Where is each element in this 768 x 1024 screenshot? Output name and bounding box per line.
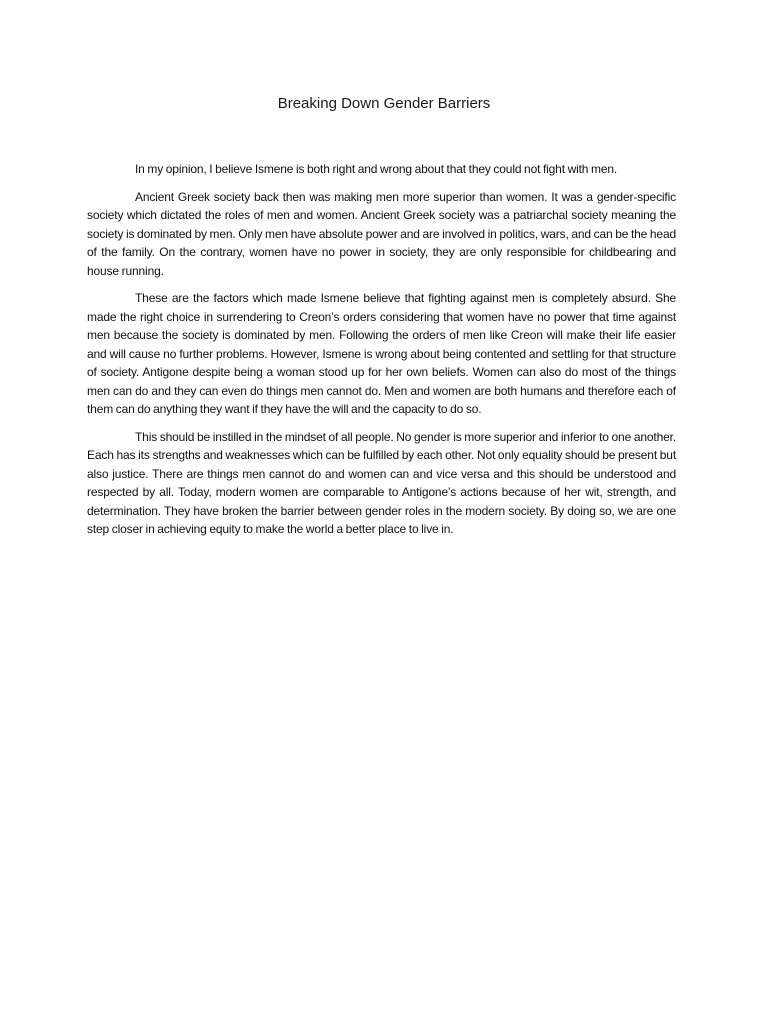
paragraph-1: In my opinion, I believe Ismene is both right and wrong about that they could not fight with men. [135,162,618,176]
document-body [87,160,676,548]
paragraph-3: These are the factors which made Ismene believe that fighting against men is completely absurd. She made the right choice in surrendering to Creon’s orders considering that women have no power that time against men because the society is dominated by men. Following the orders of men like Creon will make their life easier and will cause no further problems. However, Ismene is wrong about being contented and settling for that structure of society. Antigone despite being a woman stood up for her own beliefs. Women can also do most of the things men can do and they can even do things men cannot do. Men and women are both humans and therefore each of them can do anything they want if they have the will and the capacity to do so. [87,291,676,416]
paragraph-2: Ancient Greek society back then was making men more superior than women. It was a gender-specific society which dictated the roles of men and women. Ancient Greek society was a patriarchal society meaning the society is dominated by men. Only men have absolute power and are involved in politics, wars, and can be the head of the family. On the contrary, women have no power in society, they are only responsible for childbearing and house running. [87,189,676,278]
document-title: Breaking Down Gender Barriers [277,95,491,112]
paragraph-4: This should be instilled in the mindset of all people. No gender is more superior and inferior to one another. Each has its strengths and weaknesses which can be fulfilled by each other. Not only equality should be present but also justice. There are things men cannot do and women can and vice versa and this should be understood and respected by all. Today, modern women are comparable to Antigone’s actions because of her wit, strength, and determination. They have broken the barrier between gender roles in the modern society. By doing so, we are one step closer in achieving equity to make the world a better place to live in. [87,429,676,536]
